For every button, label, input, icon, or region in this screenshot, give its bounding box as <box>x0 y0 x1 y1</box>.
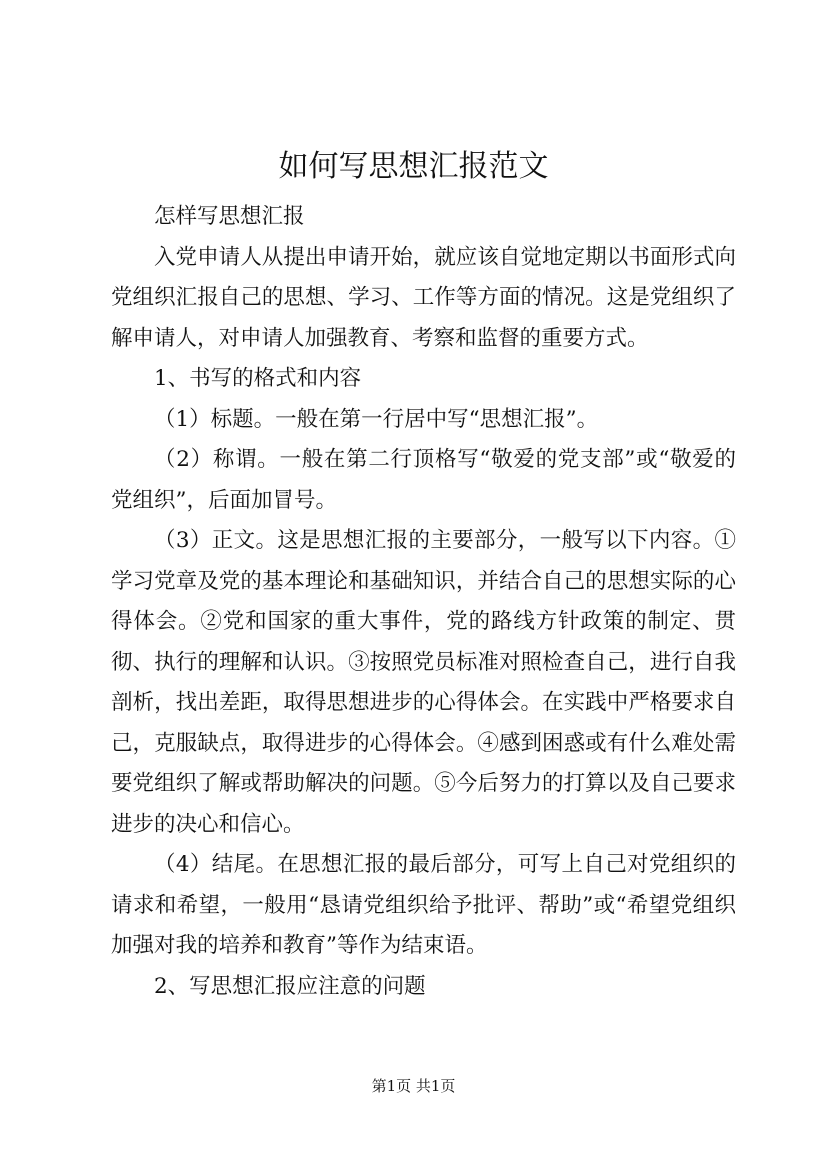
section-heading-format-content: 1、书写的格式和内容 <box>154 366 362 391</box>
item-ending: （4）结尾。在思想汇报的最后部分，可写上自己对党组织的请求和希望，一般用“恳请党组织给予批评、帮助”或“希望党组织加强对我的培养和教育”等作为结束语。 <box>111 852 736 958</box>
document-body <box>111 197 736 1007</box>
item-title: （1）标题。一般在第一行居中写“思想汇报”。 <box>154 406 599 432</box>
section-heading-notes: 2、写思想汇报应注意的问题 <box>154 973 426 999</box>
item-salutation: （2）称谓。一般在第二行顶格写“敬爱的党支部”或“敬爱的党组织”，后面加冒号。 <box>111 447 736 513</box>
item-main-text: （3）正文。这是思想汇报的主要部分，一般写以下内容。①学习党章及党的基本理论和基础知识，并结合自己的思想实际的心得体会。②党和国家的重大事件，党的路线方针政策的制定、贯彻、执行的理解和认识。③按照党员标准对照检查自己，进行自我剖析，找出差距，取得思想进步的心得体会。在实践中严格要求自己，克服缺点，取得进步的心得体会。④感到困惑或有什么难处需要党组织了解或帮助解决的问题。⑤今后努力的打算以及自己要求进步的决心和信心。 <box>111 528 736 837</box>
section-heading-how-to-write: 怎样写思想汇报 <box>154 204 305 229</box>
document-title: 如何写思想汇报范文 <box>278 149 549 184</box>
page-footer: 第1页 共1页 <box>371 1077 456 1095</box>
intro-paragraph: 入党申请人从提出申请开始，就应该自觉地定期以书面形式向党组织汇报自己的思想、学习、工作等方面的情况。这是党组织了解申请人，对申请人加强教育、考察和监督的重要方式。 <box>111 244 736 351</box>
